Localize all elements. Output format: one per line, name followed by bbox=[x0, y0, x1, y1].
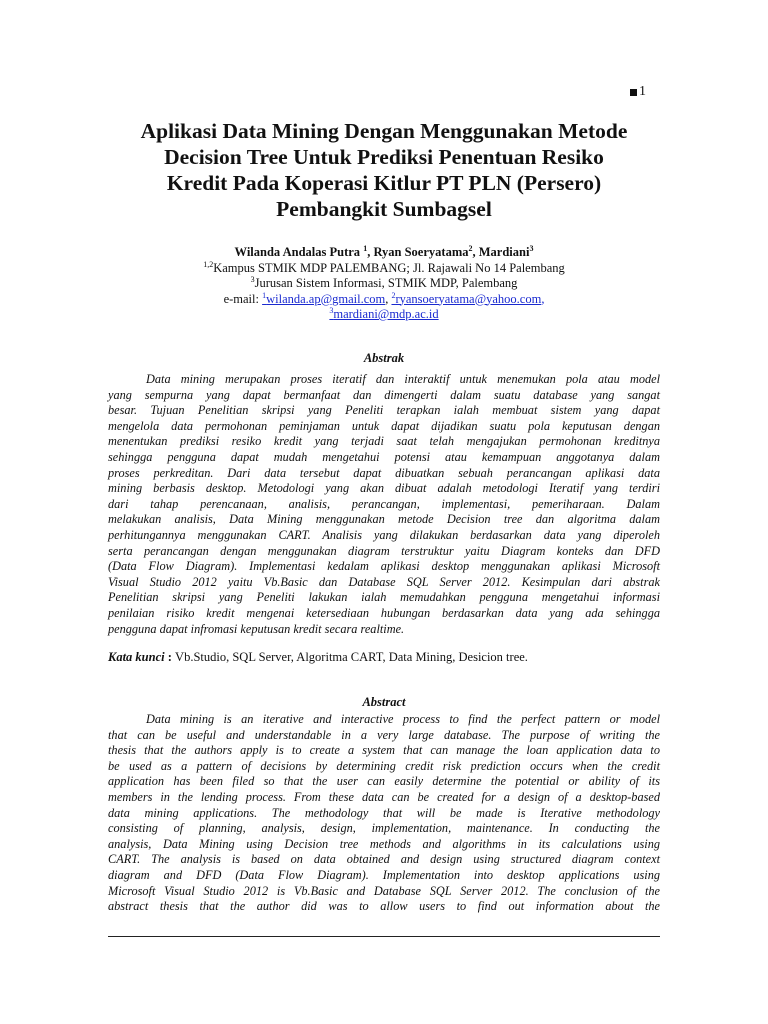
text-line: Microsoft Visual Studio 2012 is Vb.Basic and Database SQL Server 2012. The conclusion of the bbox=[108, 883, 660, 898]
keywords-label: Kata kunci bbox=[108, 650, 165, 664]
email-trailing-comma: , bbox=[541, 291, 545, 306]
author-name: Mardiani bbox=[478, 245, 530, 259]
text-line: Data mining is an iterative and interactive process to find the perfect pattern or model bbox=[146, 712, 660, 726]
title-line: Kredit Pada Koperasi Kitlur PT PLN (Persero) bbox=[166, 171, 602, 195]
text-line: data mining applications. The methodology that will be made is Iterative methodology bbox=[108, 805, 660, 820]
keywords-text: Vb.Studio, SQL Server, Algoritma CART, Data Mining, Desicion tree. bbox=[175, 650, 528, 664]
separator: , bbox=[472, 245, 479, 259]
text-line: diagram and DFD (Data Flow Diagram). Implementation into desktop applications using bbox=[108, 867, 660, 882]
author-sup: 3 bbox=[529, 243, 534, 253]
email-text: wilanda.ap@gmail.com bbox=[266, 291, 386, 306]
author-name: Ryan Soeryatama bbox=[373, 245, 469, 259]
email-link-2[interactable] bbox=[391, 292, 541, 306]
text-line: (Data Flow Diagram). Implementasi kedalam aplikasi desktop menggunakan aplikasi Microsoft bbox=[108, 559, 660, 574]
footer-rule bbox=[108, 936, 660, 937]
title-line: Decision Tree Untuk Prediksi Penentuan Resiko bbox=[164, 145, 604, 169]
text-line: besar. Tujuan Penelitian skripsi yang Peneliti terapkan ialah membuat sistem yang dapat bbox=[108, 403, 660, 418]
author-names bbox=[108, 245, 660, 261]
abstrak-heading: Abstrak bbox=[363, 351, 405, 365]
title-line: Pembangkit Sumbagsel bbox=[276, 197, 492, 221]
keywords bbox=[108, 650, 660, 665]
email-text: mardiani@mdp.ac.id bbox=[333, 307, 439, 321]
text-line: mengelola data permohonan peminjaman untuk dapat dijadikan suatu pola keputusan dengan bbox=[108, 418, 660, 433]
text-line: thesis that the authors apply is to create a system that can manage the loan application data to bbox=[108, 743, 660, 758]
affiliation-text: Kampus STMIK MDP PALEMBANG; Jl. Rajawali No 14 Palembang bbox=[213, 260, 565, 275]
text-line: Penelitian skripsi yang Peneliti lakukan ialah memudahkan pengguna mengetahui informasi bbox=[108, 590, 660, 605]
text-line: perhitungannya menggunakan CART. Analisis yang dilakukan berdasarkan data yang diperoleh bbox=[108, 527, 660, 542]
email-link-1[interactable] bbox=[262, 292, 385, 306]
email-sup: 2 bbox=[391, 290, 396, 300]
email-line-2 bbox=[108, 307, 660, 323]
email-link-3[interactable] bbox=[329, 307, 438, 321]
email-sup: 1 bbox=[262, 290, 267, 300]
text-line: analysis, Data Mining using Decision tree methods and algorithms in its calculations using bbox=[108, 836, 660, 851]
text-line: that can be useful and understandable in a very large database. The purpose of writing the bbox=[108, 727, 660, 742]
email-label: e-mail: bbox=[223, 291, 263, 306]
text-line: Visual Studio 2012 yaitu Vb.Basic dan Database SQL Server 2012. Kesimpulan dari abstrak bbox=[108, 574, 660, 589]
affiliation-1 bbox=[108, 261, 660, 277]
text-line: dari tahap perencanaan, analisis, perancangan, implementasi, pemeriharaan. Dalam bbox=[108, 496, 660, 511]
email-sup: 3 bbox=[329, 305, 334, 315]
text-line: serta perancangan dengan menggunakan diagram terstruktur yaitu Diagram konteks dan DFD bbox=[108, 543, 660, 558]
author-block bbox=[108, 245, 660, 323]
separator: , bbox=[385, 291, 392, 306]
author-sup: 2 bbox=[468, 243, 473, 253]
page-number bbox=[630, 84, 646, 100]
separator: , bbox=[367, 245, 374, 259]
text-line: consisting of planning, analysis, design, implementation, maintenance. In conducting the bbox=[108, 821, 660, 836]
author-sup: 1 bbox=[363, 243, 368, 253]
square-bullet-icon bbox=[630, 89, 637, 96]
text-line: penilaian risiko kredit mengenai ketersediaan hubungan berdasarkan data yang ada sehingga bbox=[108, 605, 660, 620]
keywords-colon: : bbox=[164, 650, 176, 664]
title-line: Aplikasi Data Mining Dengan Menggunakan Metode bbox=[140, 119, 628, 143]
abstract-heading: Abstract bbox=[362, 695, 406, 709]
text-line: CART. The analysis is based on data obtained and design using structured diagram context bbox=[108, 852, 660, 867]
text-line: be used as a pattern of decisions by determining credit risk prediction occurs when the credit bbox=[108, 758, 660, 773]
affiliation-sup: 1,2 bbox=[203, 259, 214, 269]
abstract-body bbox=[108, 712, 660, 915]
text-line: melakukan analisis, Data Mining menggunakan metode Decision tree dan algoritma dalam bbox=[108, 512, 660, 527]
text-line: yang sempurna yang dapat bermanfaat dan dimengerti dalam suatu database yang sangat bbox=[108, 387, 660, 402]
paper-title bbox=[108, 118, 660, 222]
author-name: Wilanda Andalas Putra bbox=[234, 245, 361, 259]
text-line: proses perkreditan. Dari data tersebut dapat dibuatkan sebuah perancangan aplikasi data bbox=[108, 465, 660, 480]
affiliation-2 bbox=[108, 276, 660, 292]
affiliation-text: Jurusan Sistem Informasi, STMIK MDP, Palembang bbox=[254, 276, 518, 290]
text-line: Data mining merupakan proses iteratif dan interaktif untuk menemukan pola atau model bbox=[146, 372, 660, 386]
text-line: pengguna dapat infromasi keputusan kredit secara realtime. bbox=[108, 621, 405, 636]
affiliation-sup: 3 bbox=[250, 274, 255, 284]
text-line: application has been filed so that the user can easily determine the potential or ability of its bbox=[108, 774, 660, 789]
email-text: ryansoeryatama@yahoo.com bbox=[395, 291, 542, 306]
abstrak-body bbox=[108, 372, 660, 637]
text-line: mining berbasis desktop. Metodologi yang akan dibuat adalah metodologi Iteratif yang terdiri bbox=[108, 481, 660, 496]
text-line: sehingga pengguna dapat mudah mengetahui potensi atau kemampuan anggotanya dalam bbox=[108, 449, 660, 464]
text-line: menentukan prediksi resiko kredit yang terjadi saat telah mengajukan permohonan kreditnya bbox=[108, 434, 660, 449]
text-line: abstract thesis that the author did was to allow users to find out information about the bbox=[108, 899, 660, 914]
text-line: members in the lending process. From these data can be created for a design of a desktop-based bbox=[108, 789, 660, 804]
email-line bbox=[108, 292, 660, 308]
page-number-value: 1 bbox=[639, 84, 646, 99]
